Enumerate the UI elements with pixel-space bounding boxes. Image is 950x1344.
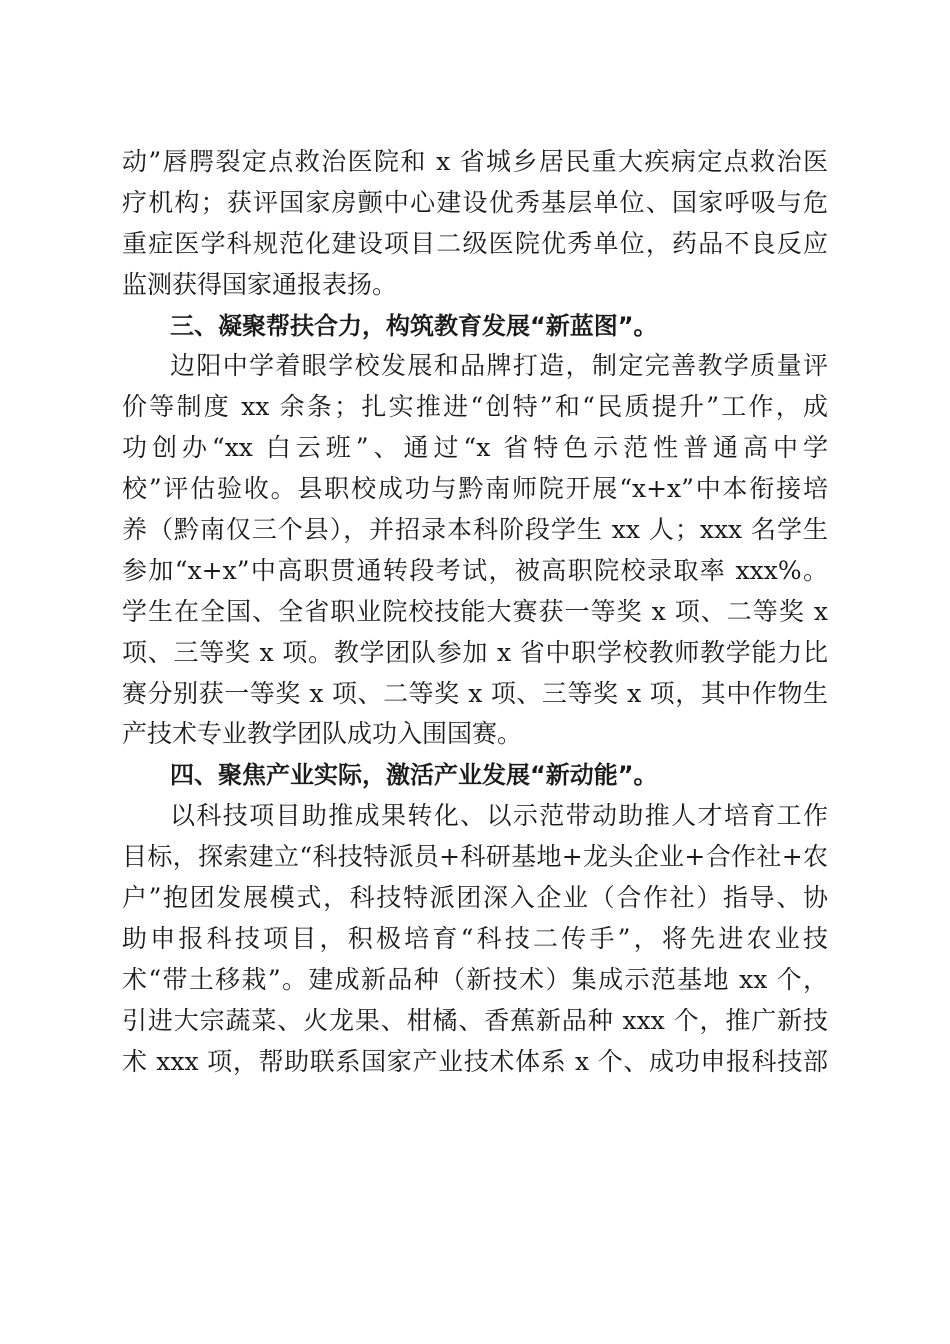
text-line: 目标，探索建立“科技特派员+科研基地+龙头企业+合作社+农 <box>122 842 828 872</box>
text-line: 价等制度 xx 余条；扎实推进“创特”和“民质提升”工作，成 <box>122 392 828 422</box>
paragraph-medical <box>122 142 828 306</box>
paragraph-education <box>122 346 828 755</box>
text-line: 参加“x+x”中高职贯通转段考试，被高职院校录取率 xxx%。 <box>122 555 828 585</box>
text-line: 功创办“xx 白云班”、通过“x 省特色示范性普通高中学 <box>122 433 828 463</box>
text-line: 助申报科技项目，积极培育“科技二传手”，将先进农业技 <box>122 923 828 953</box>
text-line: 学生在全国、全省职业院校技能大赛获一等奖 x 项、二等奖 x <box>122 596 828 626</box>
text-line: 引进大宗蔬菜、火龙果、柑橘、香蕉新品种 xxx 个，推广新技 <box>122 1005 828 1035</box>
text-line: 赛分别获一等奖 x 项、二等奖 x 项、三等奖 x 项，其中作物生 <box>122 678 828 708</box>
text-line: 术 xxx 项，帮助联系国家产业技术体系 x 个、成功申报科技部 <box>122 1046 828 1076</box>
paragraph-industry <box>122 796 828 1082</box>
text-line: 动”唇腭裂定点救治医院和 x 省城乡居民重大疾病定点救治医 <box>122 147 828 176</box>
text-line: 术“带土移栽”。建成新品种（新技术）集成示范基地 xx 个， <box>122 964 828 994</box>
text-line: 以科技项目助推成果转化、以示范带动助推人才培育工作 <box>170 801 828 831</box>
text-line: 边阳中学着眼学校发展和品牌打造，制定完善教学质量评 <box>170 351 828 381</box>
text-line: 产技术专业教学团队成功入围国赛。 <box>122 719 523 749</box>
document-body <box>122 142 828 1082</box>
text-line: 项、三等奖 x 项。教学团队参加 x 省中职学校教师教学能力比 <box>122 637 828 667</box>
text-line: 疗机构；获评国家房颤中心建设优秀基层单位、国家呼吸与危 <box>122 187 828 217</box>
text-line: 户”抱团发展模式，科技特派团深入企业（合作社）指导、协 <box>122 883 828 913</box>
text-line: 监测获得国家通报表扬。 <box>122 269 398 299</box>
section-heading-education: 三、凝聚帮扶合力，构筑教育发展“新蓝图”。 <box>170 311 658 340</box>
text-line: 重症医学科规范化建设项目二级医院优秀单位，药品不良反应 <box>122 228 828 258</box>
text-line: 校”评估验收。县职校成功与黔南师院开展“x+x”中本衔接培 <box>122 474 828 504</box>
text-line: 养（黔南仅三个县），并招录本科阶段学生 xx 人；xxx 名学生 <box>122 515 828 545</box>
section-heading-industry: 四、聚焦产业实际，激活产业发展“新动能”。 <box>170 761 658 790</box>
